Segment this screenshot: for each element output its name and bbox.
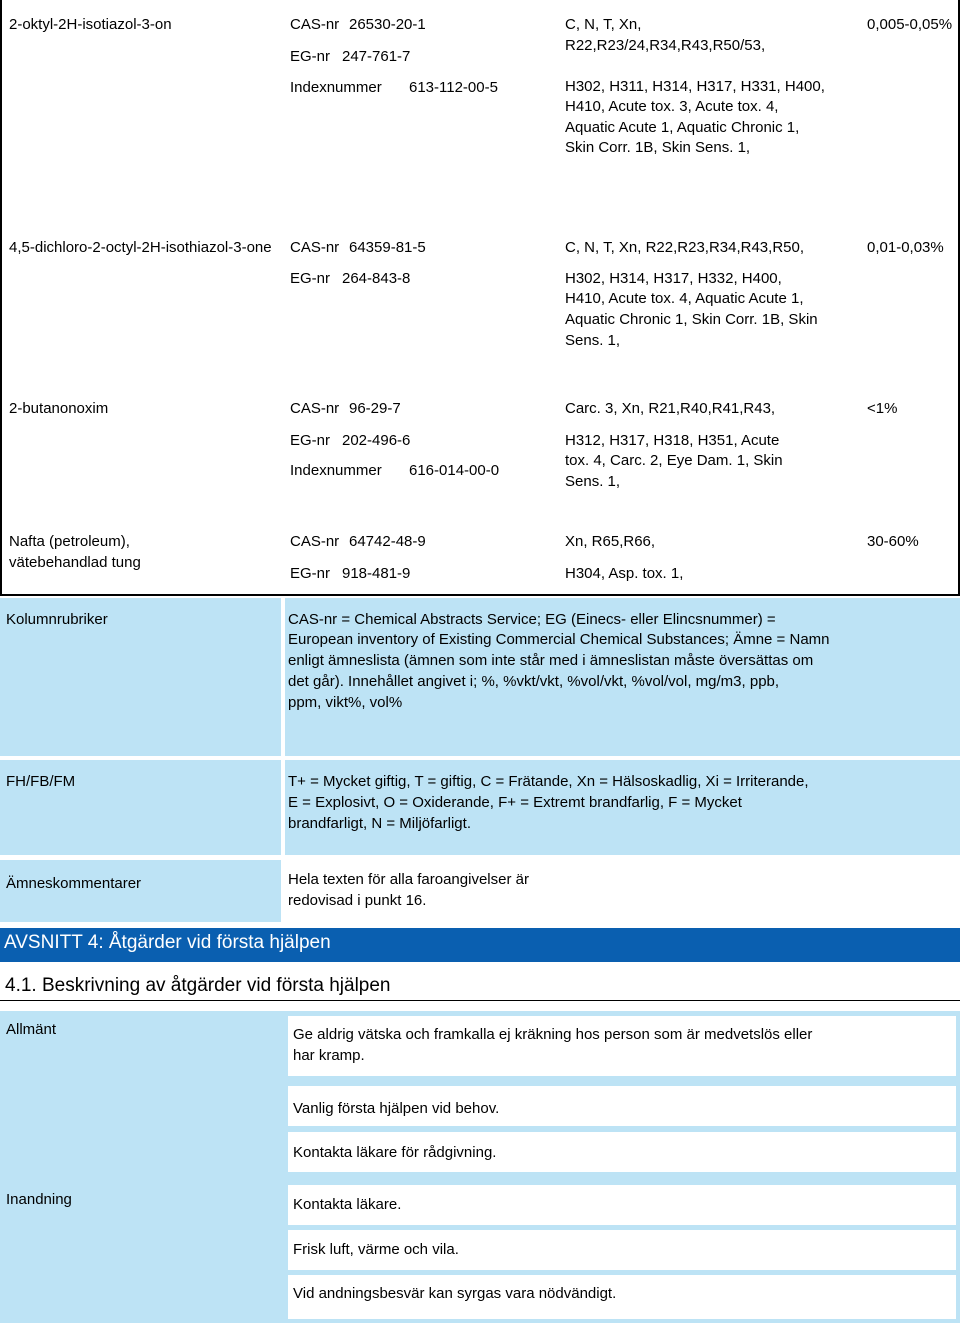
concentration: <1% xyxy=(867,400,898,417)
fb-text: T+ = Mycket giftig, T = giftig, C = Frätande, Xn = Hälsoskadlig, Xi = Irriterande, xyxy=(288,773,809,790)
kolumnrubriker-text: enligt ämneslista (ämnen som inte står med i ämneslistan måste översättas om xyxy=(288,652,814,669)
eg-label: EG-nr xyxy=(290,432,331,449)
allmant-label: Allmänt xyxy=(6,1021,57,1038)
substance-name: 2-oktyl-2H-isotiazol-3-on xyxy=(9,16,172,33)
kolumnrubriker-text: CAS-nr = Chemical Abstracts Service; EG (Einecs- eller Elincsnummer) = xyxy=(288,611,776,628)
clp-line: Aquatic Chronic 1, Skin Corr. 1B, Skin xyxy=(565,311,818,328)
allmant-item: Vanlig första hjälpen vid behov. xyxy=(293,1100,500,1117)
cas-label: CAS-nr xyxy=(290,400,340,417)
amne-text: redovisad i punkt 16. xyxy=(288,892,427,909)
substance-name: vätebehandlad tung xyxy=(9,554,141,571)
clp-line: H302, H311, H314, H317, H331, H400, xyxy=(565,78,825,95)
kolumnrubriker-label: Kolumnrubriker xyxy=(6,611,108,628)
fb-text: E = Explosivt, O = Oxiderande, F+ = Extremt brandfarlig, F = Mycket xyxy=(288,794,742,811)
index-number: 616-014-00-0 xyxy=(409,462,500,479)
eg-number: 264-843-8 xyxy=(342,270,411,287)
index-label: Indexnummer xyxy=(290,462,382,479)
concentration: 0,01-0,03% xyxy=(867,239,944,256)
cas-number: 26530-20-1 xyxy=(349,16,426,33)
clp-line: H312, H317, H318, H351, Acute xyxy=(565,432,780,449)
allmant-item: Kontakta läkare för rådgivning. xyxy=(293,1144,497,1161)
allmant-item: har kramp. xyxy=(293,1047,365,1064)
classification: C, N, T, Xn, xyxy=(565,16,642,33)
classification: Carc. 3, Xn, R21,R40,R41,R43, xyxy=(565,400,776,417)
clp-line: tox. 4, Carc. 2, Eye Dam. 1, Skin xyxy=(565,452,783,469)
inandning-item: Frisk luft, värme och vila. xyxy=(293,1241,459,1258)
eg-number: 202-496-6 xyxy=(342,432,411,449)
clp-line: Skin Corr. 1B, Skin Sens. 1, xyxy=(565,139,751,156)
amne-text: Hela texten för alla faroangivelser är xyxy=(288,871,529,888)
cas-number: 64742-48-9 xyxy=(349,533,426,550)
classification: Xn, R65,R66, xyxy=(565,533,656,550)
kolumnrubriker-text: det går). Innehållet angivet i; %, %vkt/vkt, %vol/vkt, %vol/vol, mg/m3, ppb, xyxy=(288,673,780,690)
fb-label: FH/FB/FM xyxy=(6,773,76,790)
clp-line: H410, Acute tox. 3, Acute tox. 4, xyxy=(565,98,779,115)
fb-text: brandfarligt, N = Miljöfarligt. xyxy=(288,815,471,832)
kolumnrubriker-text: European inventory of Existing Commercial Chemical Substances; Ämne = Namn xyxy=(288,631,830,648)
substance-name: 2-butanonoxim xyxy=(9,400,109,417)
clp-line: H410, Acute tox. 4, Aquatic Acute 1, xyxy=(565,290,804,307)
concentration: 0,005-0,05% xyxy=(867,16,953,33)
clp-line: Aquatic Acute 1, Aquatic Chronic 1, xyxy=(565,119,800,136)
classification: R22,R23/24,R34,R43,R50/53, xyxy=(565,37,766,54)
section-4-header: AVSNITT 4: Åtgärder vid första hjälpen xyxy=(0,928,960,962)
eg-label: EG-nr xyxy=(290,48,331,65)
eg-number: 918-481-9 xyxy=(342,565,411,582)
cas-number: 64359-81-5 xyxy=(349,239,426,256)
classification: C, N, T, Xn, R22,R23,R34,R43,R50, xyxy=(565,239,805,256)
inandning-item: Vid andningsbesvär kan syrgas vara nödvändigt. xyxy=(293,1285,617,1302)
subtitle-divider xyxy=(0,1000,960,1001)
clp-line: H302, H314, H317, H332, H400, xyxy=(565,270,782,287)
eg-number: 247-761-7 xyxy=(342,48,411,65)
cas-label: CAS-nr xyxy=(290,533,340,550)
section-4-1-subtitle: 4.1. Beskrivning av åtgärder vid första hjälpen xyxy=(5,975,391,996)
clp-line: H304, Asp. tox. 1, xyxy=(565,565,684,582)
inandning-label: Inandning xyxy=(6,1191,72,1208)
substance-name: 4,5-dichloro-2-octyl-2H-isothiazol-3-one xyxy=(9,239,272,256)
cas-number: 96-29-7 xyxy=(349,400,401,417)
eg-label: EG-nr xyxy=(290,565,331,582)
inandning-item: Kontakta läkare. xyxy=(293,1196,402,1213)
clp-line: Sens. 1, xyxy=(565,473,621,490)
allmant-item: Ge aldrig vätska och framkalla ej kräkning hos person som är medvetslös eller xyxy=(293,1026,813,1043)
substance-name: Nafta (petroleum), xyxy=(9,533,130,550)
concentration: 30-60% xyxy=(867,533,919,550)
amne-label: Ämneskommentarer xyxy=(6,875,142,892)
index-label: Indexnummer xyxy=(290,79,382,96)
clp-line: Sens. 1, xyxy=(565,332,621,349)
cas-label: CAS-nr xyxy=(290,239,340,256)
kolumnrubriker-text: ppm, vikt%, vol% xyxy=(288,694,403,711)
eg-label: EG-nr xyxy=(290,270,331,287)
index-number: 613-112-00-5 xyxy=(409,79,498,96)
cas-label: CAS-nr xyxy=(290,16,340,33)
